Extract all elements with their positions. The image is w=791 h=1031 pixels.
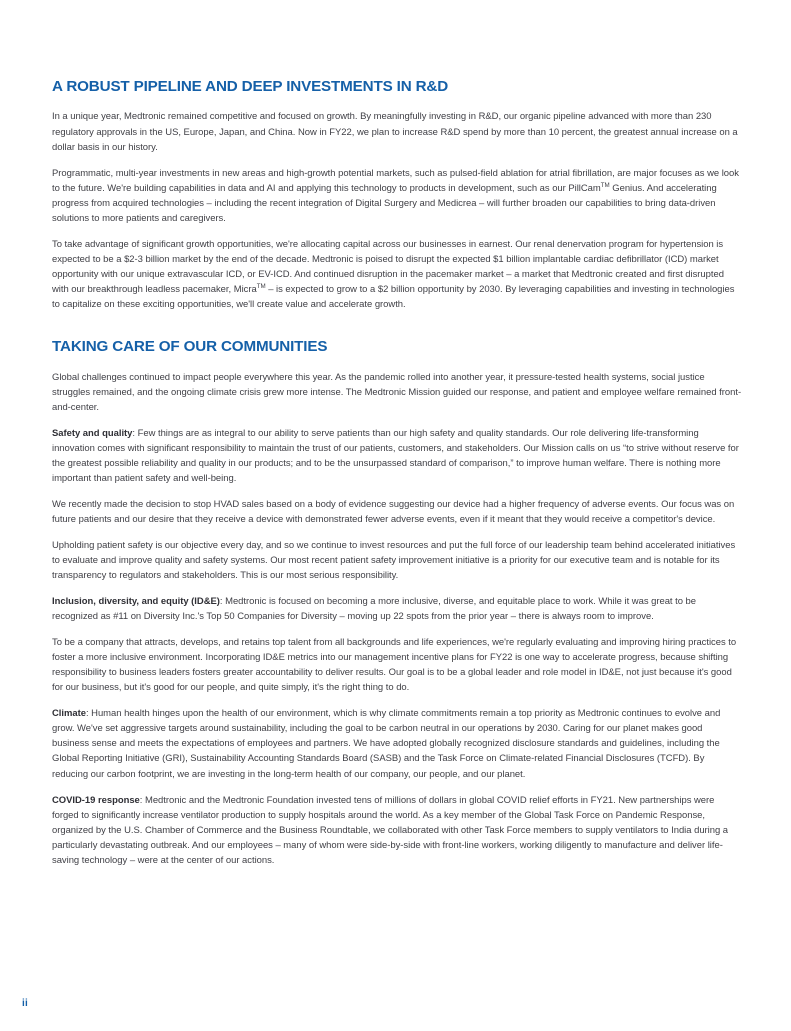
- paragraph-covid-19-response: [52, 793, 742, 868]
- section-heading-communities: TAKING CARE OF OUR COMMUNITIES: [52, 338, 328, 356]
- paragraph-text-part: : Human health hinges upon the health of our environment, which is why climate commitments remain a top priority as Medtronic continues to evolve and grow. We've set aggressive targets around sustainability, including the goal to be carbon neutral in our operations by 2030. Caring for our planet makes good business sense and meets the expectations of employees and partners. We have adopted globally recognized disclosure standards and guidelines, including the Global Reporting Initiative (GRI), Sustainability Accounting Standards Board (SASB) and the Task Force on Climate-related Financial Disclosures (TCFD). By reducing our carbon footprint, we are investing in the long-term health of our company, our people, and our planet.: [52, 708, 721, 780]
- trademark-symbol: TM: [256, 282, 266, 290]
- page-content: [52, 78, 742, 868]
- paragraph: Global challenges continued to impact people everywhere this year. As the pandemic rolled into another year, it pressure-tested health systems, social justice struggles remained, and the ongoing climate crisis grew more intense. The Medtronic Mission guided our response, and patient and employee welfare remained front-and-center.: [52, 371, 742, 413]
- paragraph: To be a company that attracts, develops, and retains top talent from all backgrounds and life experiences, we're regularly evaluating and improving hiring practices to foster a more inclusive environment. Incorporating ID&E metrics into our management incentive plans for FY22 is one way to accelerate progress, because shifting responsibility to business leaders fosters greater accountability to deliver results. Our goal is to be a global leader and role model in ID&E, not just because it's good for our business, but it's good for our people, and quite simply, it's the right thing to do.: [52, 637, 737, 694]
- paragraph: [52, 166, 742, 226]
- paragraph-lead-in: COVID-19 response: [52, 794, 140, 806]
- paragraph-lead-in: Inclusion, diversity, and equity (ID&E): [52, 596, 220, 608]
- paragraph-text-part: : Few things are as integral to our ability to serve patients than our high safety and quality standards. Our role delivering life-transforming innovation comes with significant responsibility to maintain the trust of our patients, customers, and stakeholders. Our Mission calls on us “to strive without reserve for the greatest possible reliability and quality in our products; and to be the unsurpassed standard of comparison,” to improve human welfare. There is nothing more important than patient safety and well-being.: [52, 427, 739, 484]
- paragraph-text-part: Genius. And accelerating progress from acquired technologies – including the recent integration of Digital Surgery and Medicrea – will further broaden our capabilities to bring data-driven solutions to more patients and caregivers.: [52, 182, 717, 224]
- paragraph-text-part: To take advantage of significant growth opportunities, we're allocating capital across our businesses in earnest. Our renal denervation program for hypertension is expected to be a $2-3 billion market by the end of the decade. Medtronic is poised to disrupt the expected $1 billion implantable cardiac defibrillator (ICD) market opportunity with our unique extravascular ICD, or EV-ICD. And continued disruption in the pacemaker market – a market that Medtronic created and first disrupted with our breakthrough leadless pacemaker, Micra: [52, 238, 724, 295]
- paragraph-safety-quality: [52, 426, 742, 486]
- section-pipeline-rd: [52, 78, 742, 312]
- section-heading-pipeline-rd: A ROBUST PIPELINE AND DEEP INVESTMENTS IN R&D: [52, 78, 449, 95]
- section-communities: [52, 338, 742, 868]
- paragraph: We recently made the decision to stop HVAD sales based on a body of evidence suggesting our device had a higher frequency of adverse events. Our focus was on future patients and our desire that they receive a device with demonstrated fewer adverse events, even if it meant that they would receive a competitor's device.: [52, 498, 735, 525]
- paragraph-lead-in: Climate: [52, 708, 86, 720]
- paragraph-climate: [52, 706, 742, 781]
- trademark-symbol: TM: [600, 181, 610, 189]
- paragraph-text-part: – is expected to grow to a $2 billion opportunity by 2030. By leveraging capabilities and investing in technologies to capitalize on these exciting opportunities, we'll create value and accelerate growth.: [52, 283, 735, 310]
- paragraph: Upholding patient safety is our objective every day, and so we continue to invest resources and put the full force of our leadership team behind accelerated initiatives to evaluate and improve quality and safety systems. Our most recent patient safety improvement initiative is a priority for our executive team and is notable for its transparency to regulators and stakeholders. This is our most serious responsibility.: [52, 539, 736, 582]
- paragraph-text-part: Programmatic, multi-year investments in new areas and high-growth potential markets, such as pulsed-field ablation for atrial fibrillation, are major focuses as we look to the future. We're building capabilities in data and AI and applying this technology to products in development, such as our PillCam: [52, 167, 739, 194]
- paragraph: In a unique year, Medtronic remained competitive and focused on growth. By meaningfully investing in R&D, our organic pipeline advanced with more than 230 regulatory approvals in the US, Europe, Japan, and China. Now in FY22, we plan to increase R&D spend by more than 10 percent, the greatest annual increase on a dollar basis in our history.: [52, 111, 738, 153]
- paragraph-text-part: : Medtronic is focused on becoming a more inclusive, diverse, and equitable place to work. While it was great to be recognized as #11 on Diversity Inc.'s Top 50 Companies for Diversity – moving up 22 spots from the prior year – there is always room to improve.: [52, 596, 697, 623]
- paragraph: [52, 237, 742, 312]
- page-number: ii: [22, 998, 28, 1009]
- paragraph-text-part: : Medtronic and the Medtronic Foundation invested tens of millions of dollars in global COVID relief efforts in FY21. New partnerships were forged to significantly increase ventilator production to supply hospitals around the world. As a key member of the Global Task Force on Pandemic Response, organized by the U.S. Chamber of Commerce and the Business Roundtable, we collaborated with other Task Force members to supply ventilators to India during a particularly devastating outbreak. And our employees – many of whom were side-by-side with front-line workers, working diligently to manufacture and deliver life-saving technology – were at the center of our actions.: [52, 794, 729, 866]
- paragraph-inclusion-diversity-equity: [52, 594, 742, 624]
- paragraph-lead-in: Safety and quality: [52, 427, 133, 439]
